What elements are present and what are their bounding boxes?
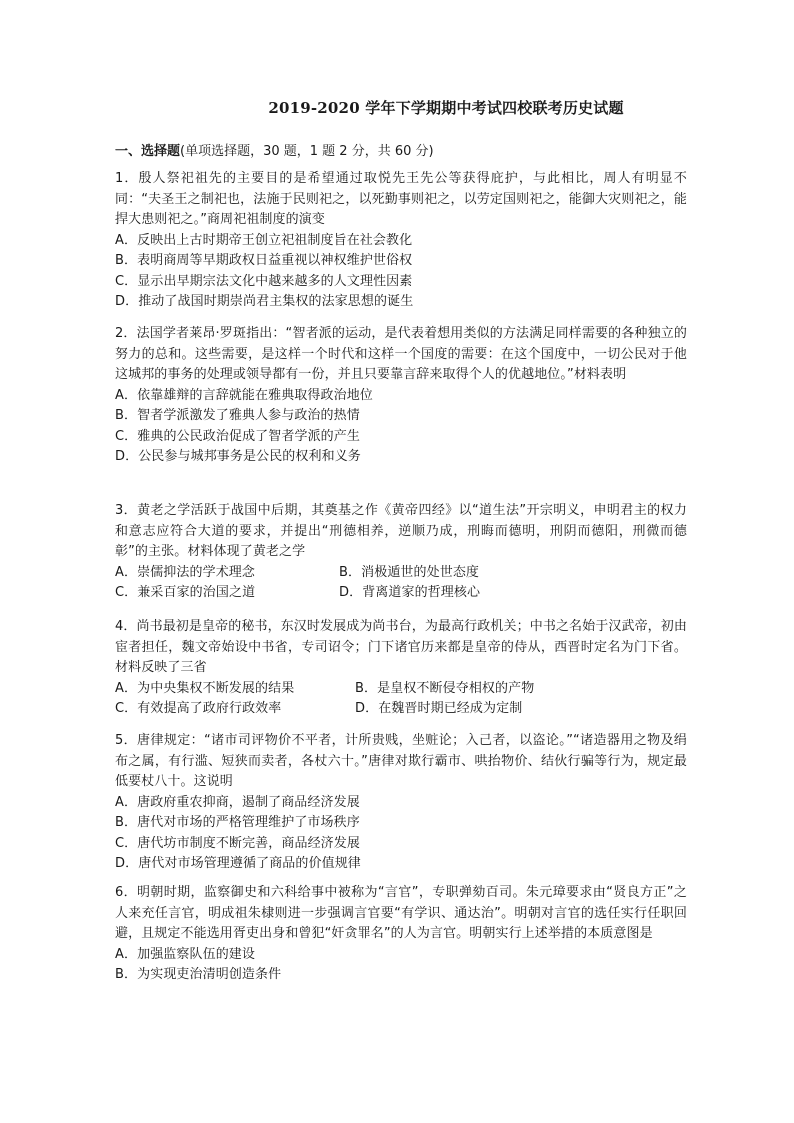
option-d: D．推动了战国时期崇尚君主集权的法家思想的诞生 [115,294,414,309]
options-row [115,679,687,700]
section-head: 一、选择题 [115,144,181,159]
option-a: A．依靠雄辩的言辞就能在雅典取得政治地位 [115,387,373,403]
option-c: C．显示出早期宗法文化中越来越多的人文理性因素 [115,273,413,289]
question-stem: 5．唐律规定：“诸市司评物价不平者，计所贵贱，坐赃论；入己者，以盗论。”“诸造器用之物及绢布之属，有行滥、短狭而卖者，各杖六十。”唐律对欺行霸市、哄抬物价、结伙行骗等行为，规定最低要杖八十。这说明 [115,733,687,789]
option-d: D．在魏晋时期已经成为定制 [355,701,523,716]
page-title: 2019-2020 学年下学期期中考试四校联考历史试题 [268,99,624,117]
option-d: D．公民参与城邦事务是公民的权利和义务 [115,449,361,464]
question-stem: 2．法国学者莱昂·罗斑指出：“智者派的运动，是代表着想用类似的方法满足同样需要的各种独立的努力的总和。这些需要，是这样一个时代和这样一个国度的需要：在这个国度中，一切公民对于他这城邦的事务的处理或领导都有一份，并且只要靠言辞来取得个人的优越地位。”材料表明 [115,326,687,382]
question-1 [115,169,687,313]
section-heading [115,140,434,159]
option-b: B．唐代对市场的严格管理维护了市场秩序 [115,815,360,830]
question-5 [115,731,687,875]
option-c: C．有效提高了政府行政效率 [115,701,282,716]
question-stem: 6．明朝时期，监察御史和六科给事中被称为“言官”，专职弹劾百司。朱元璋要求由“贤良方正”之人来充任言官，明成祖朱棣则进一步强调言官要“有学识、通达治”。明朝对言官的选任实行任职回避，且规定不能选用胥吏出身和曾犯“奸贪罪名”的人为言官。明朝实行上述举措的本质意图是 [115,885,687,941]
option-c: C．兼采百家的治国之道 [115,585,256,600]
question-4 [115,617,687,720]
question-6 [115,883,687,986]
options-row [115,699,687,720]
question-stem: 4．尚书最初是皇帝的秘书，东汉时发展成为尚书台，为最高行政机关；中书之名始于汉武帝，初由宦者担任，魏文帝始设中书省，专司诏令；门下诸官历来都是皇帝的侍从，西晋时定名为门下省。材料反映了三省 [115,619,687,675]
option-c: C．雅典的公民政治促成了智者学派的产生 [115,428,360,444]
option-a: A．反映出上古时期帝王创立祀祖制度旨在社会教化 [115,232,413,248]
option-a: A．崇儒抑法的学术理念 [115,564,255,580]
section-note: (单项选择题，30 题，1 题 2 分，共 60 分) [180,144,434,159]
option-d: D．背离道家的哲理核心 [339,585,481,600]
question-stem: 1．殷人祭祀祖先的主要目的是希望通过取悦先王先公等获得庇护，与此相比，周人有明显不同：“夫圣王之制祀也，法施于民则祀之，以死勤事则祀之，以劳定国则祀之，能御大灾则祀之，能捍大患则祀之。”商周祀祖制度的演变 [115,171,687,227]
option-c: C．唐代坊市制度不断完善，商品经济发展 [115,835,360,851]
question-stem: 3．黄老之学活跃于战国中后期，其奠基之作《黄帝四经》以“道生法”开宗明义，申明君主的权力和意志应符合大道的要求，并提出“刑德相养，逆顺乃成，刑晦而德明，刑阴而德阳，刑微而德彰”的主张。材料体现了黄老之学 [115,503,687,559]
option-b: B．为实现吏治清明创造条件 [115,967,282,982]
question-3 [115,501,687,604]
option-b: B．消极遁世的处世态度 [339,564,480,580]
option-b: B．智者学派激发了雅典人参与政治的热情 [115,408,360,423]
options-row [115,563,687,584]
option-b: B．是皇权不断侵夺相权的产物 [355,680,535,696]
option-a: A．为中央集权不断发展的结果 [115,680,295,696]
option-b: B．表明商周等早期政权日益重视以神权维护世俗权 [115,253,413,268]
option-d: D．唐代对市场管理遵循了商品的价值规律 [115,856,361,871]
option-a: A．唐政府重农抑商，遏制了商品经济发展 [115,794,360,810]
options-row [115,583,687,604]
question-2 [115,324,687,468]
option-a: A．加强监察队伍的建设 [115,946,255,962]
